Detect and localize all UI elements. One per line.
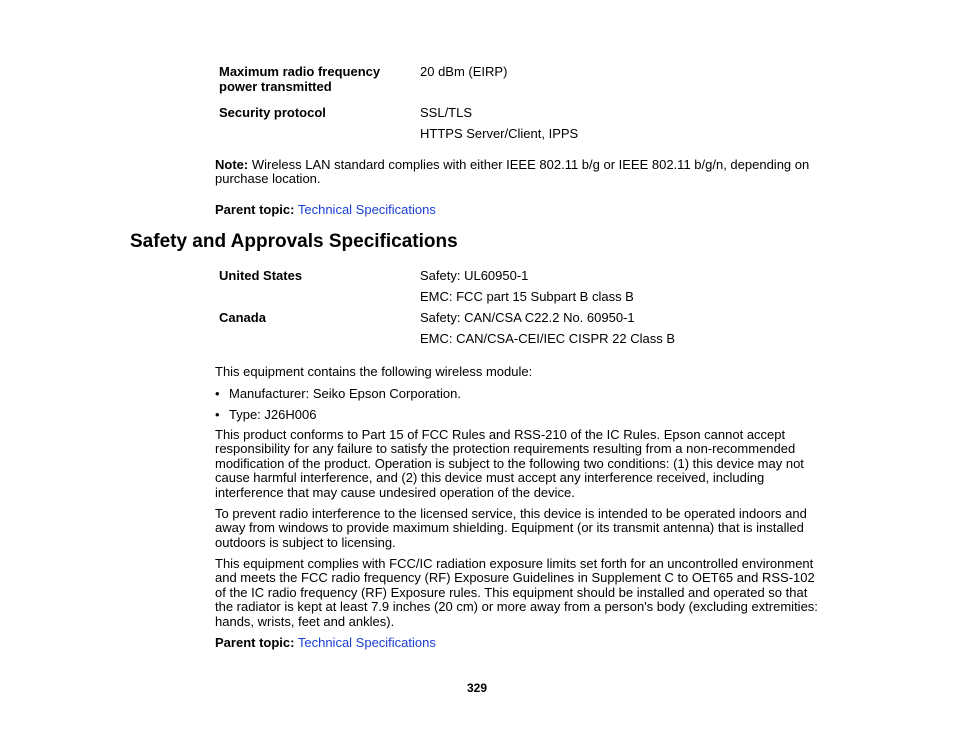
technical-specifications-link[interactable]: Technical Specifications — [297, 202, 436, 217]
spec-value: HTTPS Server/Client, IPPS — [420, 126, 579, 141]
note-label: Note: — [215, 157, 249, 172]
spec-key: United States — [219, 268, 303, 283]
table-row — [219, 310, 779, 331]
table-row — [219, 331, 779, 352]
fcc-conformance-paragraph: This product conforms to Part 15 of FCC Rules and RSS-210 of the IC Rules. Epson cannot accept responsibility for any failure to satisfy the protection requirements resulting from a non-recommended modification of the product. Operation is subject to the following two conditions: (1) this device may not cause harmful interference, and (2) this device must accept any interference received, including interference that may cause undesired operation of the device. — [215, 427, 804, 500]
spec-value: EMC: FCC part 15 Subpart B class B — [420, 289, 634, 304]
radio-spec-table — [219, 64, 779, 147]
list-item-text: Type: J26H006 — [229, 407, 317, 422]
module-intro: This equipment contains the following wireless module: — [215, 364, 533, 379]
spec-value: Safety: CAN/CSA C22.2 No. 60950-1 — [420, 310, 635, 325]
table-row — [219, 289, 779, 310]
spec-value: Safety: UL60950-1 — [420, 268, 529, 283]
list-item-text: Manufacturer: Seiko Epson Corporation. — [229, 386, 461, 401]
table-row — [219, 64, 779, 105]
technical-specifications-link[interactable]: Technical Specifications — [297, 635, 436, 650]
page-number: 329 — [466, 681, 488, 695]
parent-topic — [215, 636, 827, 650]
approvals-spec-table — [219, 268, 779, 352]
parent-topic-label: Parent topic: — [215, 202, 295, 217]
spec-key: Canada — [219, 310, 266, 325]
spec-value: SSL/TLS — [420, 105, 473, 120]
table-row — [219, 105, 779, 126]
interference-paragraph: To prevent radio interference to the licensed service, this device is intended to be operated indoors and away from windows to provide maximum shielding. Equipment (or its transmit antenna) that is installed outdoors is subject to licensing. — [215, 506, 807, 550]
spec-value: 20 dBm (EIRP) — [420, 64, 508, 79]
note-paragraph — [215, 158, 827, 187]
table-row — [219, 268, 779, 289]
exposure-paragraph: This equipment complies with FCC/IC radiation exposure limits set forth for an uncontrolled environment and meets the FCC radio frequency (RF) Exposure Guidelines in Supplement C to OET65 and RSS-102 of the IC radio frequency (RF) Exposure rules. This equipment should be installed and operated so that the radiator is kept at least 7.9 inches (20 cm) or more away from a person's body (excluding extremities: hands, wrists, feet and ankles). — [215, 556, 818, 629]
note-text: Wireless LAN standard complies with either IEEE 802.11 b/g or IEEE 802.11 b/g/n, depending on purchase location. — [215, 157, 810, 187]
spec-key: Maximum radio frequency power transmitted — [219, 64, 381, 94]
parent-topic — [215, 203, 827, 217]
section-title: Safety and Approvals Specifications — [130, 231, 458, 252]
table-row — [219, 126, 779, 147]
spec-key: Security protocol — [219, 105, 326, 120]
parent-topic-label: Parent topic: — [215, 635, 295, 650]
spec-value: EMC: CAN/CSA-CEI/IEC CISPR 22 Class B — [420, 331, 675, 346]
bullet-icon: • — [215, 407, 220, 422]
bullet-icon: • — [215, 386, 220, 401]
